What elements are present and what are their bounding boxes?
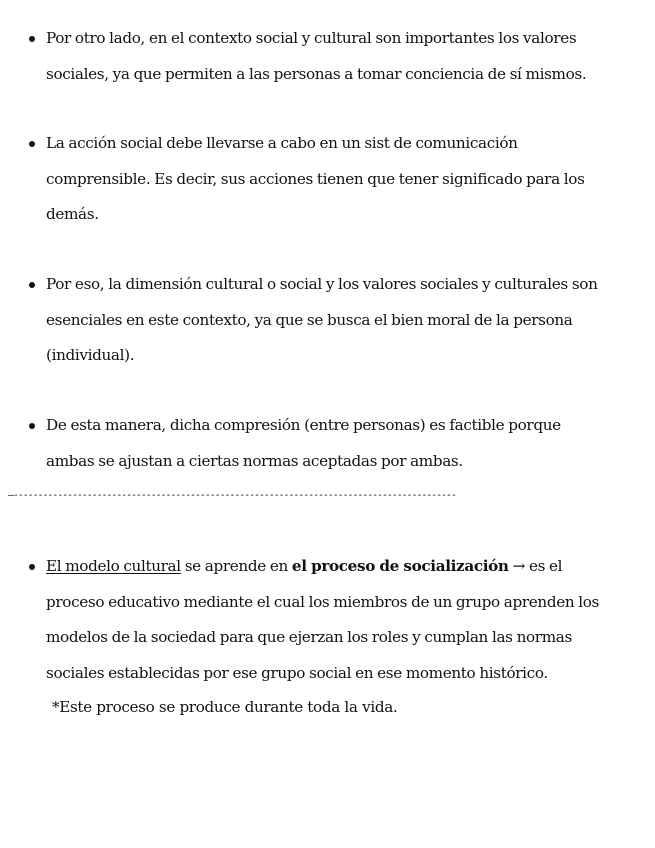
bullet-line: comprensible. Es decir, sus acciones tienen que tener significado para los [46, 169, 585, 188]
bullet-line: ambas se ajustan a ciertas normas aceptadas por ambas. [46, 451, 463, 470]
bullet-line: demás. [46, 205, 99, 223]
bullet-text [46, 267, 636, 374]
bullet-line: esenciales en este contexto, ya que se busca el bien moral de la persona [46, 310, 573, 329]
bullet-text [46, 549, 636, 691]
underlined-term: El modelo cultural [46, 557, 181, 575]
bullet-line: sociales establecidas por ese grupo social en ese momento histórico. [46, 663, 548, 682]
dashed-divider: —------------------------------------------------------------------------------------------ [8, 490, 456, 501]
bullet-line: proceso educativo mediante el cual los miembros de un grupo aprenden los [46, 592, 599, 611]
bullet-line: De esta manera, dicha compresión (entre personas) es factible porque [46, 416, 561, 434]
connector-text: se aprende en [180, 557, 292, 575]
bullet-line: (individual). [46, 346, 135, 364]
bullet-text [46, 126, 636, 233]
bullet-text [46, 21, 636, 92]
bullet-line-first [46, 549, 636, 585]
arrow-icon: → [508, 557, 529, 575]
bullet-dot [29, 141, 35, 147]
bullet-text [46, 408, 636, 479]
bullet-line: sociales, ya que permiten a las personas a tomar conciencia de sí mismos. [46, 64, 587, 83]
bullet-line: La acción social debe llevarse a cabo en un sist de comunicación [46, 134, 518, 152]
bullet-line: modelos de la sociedad para que ejerzan los roles y cumplan las normas [46, 628, 572, 646]
bullet-dot [29, 282, 35, 288]
bullet-line: Por eso, la dimensión cultural o social y los valores sociales y culturales son [46, 275, 598, 293]
note-text: *Este proceso se produce durante toda la vida. [52, 698, 398, 716]
connector-text: es el [528, 557, 563, 575]
bullet-line: Por otro lado, en el contexto social y cultural son importantes los valores [46, 29, 577, 47]
bullet-dot [29, 423, 35, 429]
bullet-dot [29, 36, 35, 42]
bold-term: el proceso de socialización [291, 557, 509, 575]
bullet-dot [29, 564, 35, 570]
